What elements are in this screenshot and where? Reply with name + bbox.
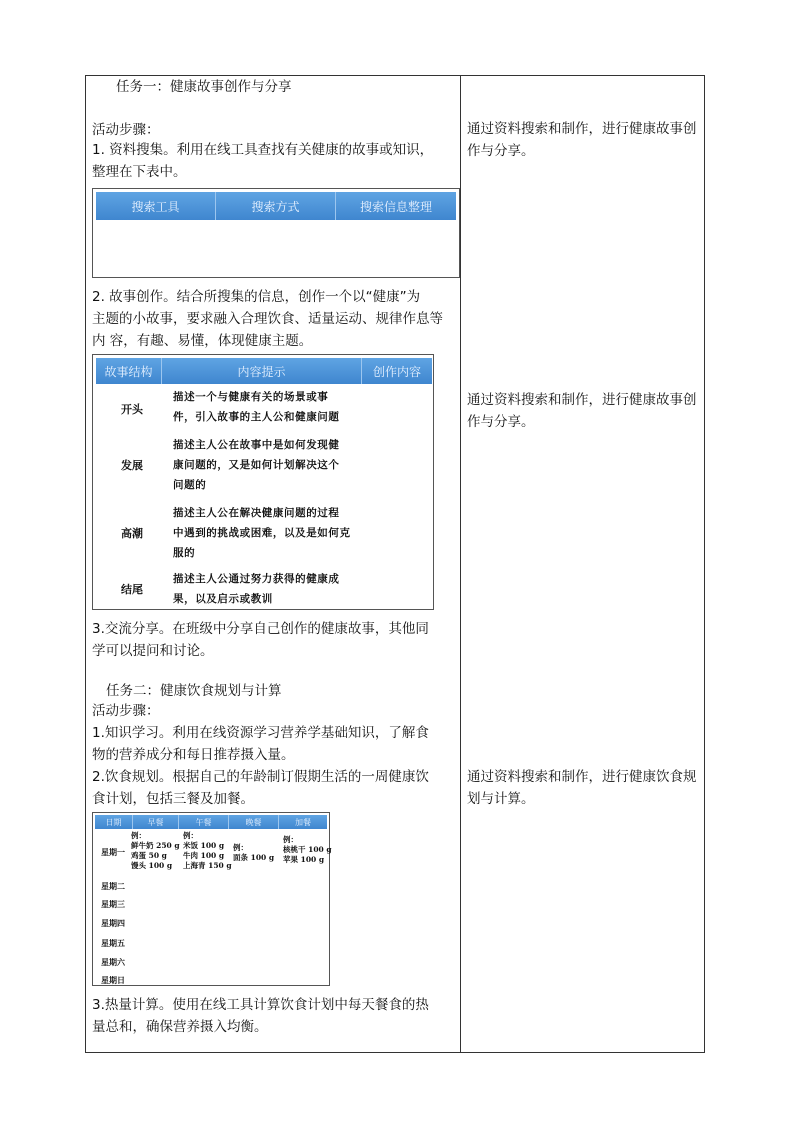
- meal-day: 星期四: [101, 918, 125, 928]
- task2-steps-label: 活动步骤：: [92, 703, 160, 719]
- design-note-2: 通过资料搜索和制作，进行健康故事创作与分享。: [467, 392, 697, 430]
- meal-day-monday: 星期一: [101, 847, 125, 857]
- meal-table-header: [95, 815, 327, 829]
- column-divider: [460, 76, 461, 1052]
- search-table-header: [96, 192, 456, 220]
- story-row-label: 发展: [121, 459, 143, 472]
- story-row-hint: 描述主人公在解决健康问题的过程 中遇到的挑战或困难，以及是如何克 服的: [173, 507, 351, 559]
- story-row-hint: 描述主人公在故事中是如何发现健 康问题的，又是如何计划解决这个 问题的: [173, 439, 340, 491]
- search-table: [92, 188, 460, 278]
- story-header-content: 创作内容: [372, 364, 421, 379]
- meal-monday-snack: 例： 核桃干 100 g 苹果 100 g: [283, 835, 332, 864]
- story-header-hint: 内容提示: [162, 358, 362, 384]
- task1-step2-line3: 内 容，有趣、易懂，体现健康主题。: [92, 333, 313, 349]
- task1-steps-label: 活动步骤：: [92, 122, 160, 138]
- meal-header-lunch: 午餐: [179, 815, 229, 829]
- search-header-tool: 搜索工具: [96, 192, 216, 220]
- task2-title: 任务二：健康饮食规划与计算: [106, 683, 282, 699]
- task2-step2-line2: 食计划，包括三餐及加餐。: [92, 791, 254, 807]
- meal-day: 星期三: [101, 899, 125, 909]
- story-table-header: [96, 358, 432, 384]
- meal-plan-table: [92, 812, 330, 986]
- search-header-info: 搜索信息整理: [359, 199, 432, 214]
- meal-day: 星期五: [101, 938, 125, 948]
- story-row-label: 结尾: [121, 583, 143, 596]
- meal-monday-dinner: 例： 面条 100 g: [233, 843, 275, 862]
- search-header-method: 搜索方式: [216, 192, 336, 220]
- story-row-hint: 描述一个与健康有关的场景或事 件，引入故事的主人公和健康问题: [173, 391, 340, 423]
- meal-monday-lunch: 例： 米饭 100 g 牛肉 100 g 上海青 150 g: [183, 831, 232, 870]
- task2-step3-line2: 量总和，确保营养摄入均衡。: [92, 1019, 268, 1035]
- meal-header-snack: 加餐: [295, 817, 311, 827]
- meal-day: 星期二: [101, 881, 125, 891]
- task2-step1-line1: 1.知识学习。利用在线资源学习营养学基础知识，了解食: [92, 725, 429, 741]
- task1-step1-line2: 整理在下表中。: [92, 164, 187, 180]
- story-row-label: 开头: [121, 403, 143, 416]
- design-note-3: 通过资料搜索和制作，进行健康饮食规划与计算。: [467, 769, 697, 807]
- task2-step2-line1: 2.饮食规划。根据自己的年龄制订假期生活的一周健康饮: [92, 769, 429, 785]
- task1-title: 任务一：健康故事创作与分享: [116, 79, 292, 95]
- meal-day: 星期日: [101, 975, 125, 985]
- story-header-structure: 故事结构: [96, 358, 162, 384]
- meal-header-dinner: 晚餐: [229, 815, 279, 829]
- design-note-1: 通过资料搜索和制作，进行健康故事创作与分享。: [467, 121, 697, 159]
- task2-step1-line2: 物的营养成分和每日推荐摄入量。: [92, 747, 295, 763]
- task1-step3-line1: 3.交流分享。在班级中分享自己创作的健康故事，其他同: [92, 621, 429, 637]
- task1-step2-line2: 主题的小故事，要求融入合理饮食、适量运动、规律作息等: [92, 311, 443, 327]
- task1-step1-line1: 1. 资料搜集。利用在线工具查找有关健康的故事或知识，: [92, 142, 434, 158]
- meal-monday-breakfast: 例： 鲜牛奶 250 g 鸡蛋 50 g 馒头 100 g: [131, 831, 180, 870]
- meal-day: 星期六: [101, 957, 125, 967]
- story-table: [92, 354, 434, 610]
- story-row-label: 高潮: [121, 527, 143, 540]
- task1-step2-line1: 2. 故事创作。结合所搜集的信息，创作一个以“健康”为: [92, 289, 421, 305]
- meal-header-date: 日期: [95, 815, 133, 829]
- task1-step3-line2: 学可以提问和讨论。: [92, 643, 214, 659]
- story-row-hint: 描述主人公通过努力获得的健康成 果，以及启示或教训: [173, 573, 340, 605]
- lesson-table: [85, 75, 705, 1053]
- task2-step3-line1: 3.热量计算。使用在线工具计算饮食计划中每天餐食的热: [92, 997, 429, 1013]
- meal-header-breakfast: 早餐: [133, 815, 179, 829]
